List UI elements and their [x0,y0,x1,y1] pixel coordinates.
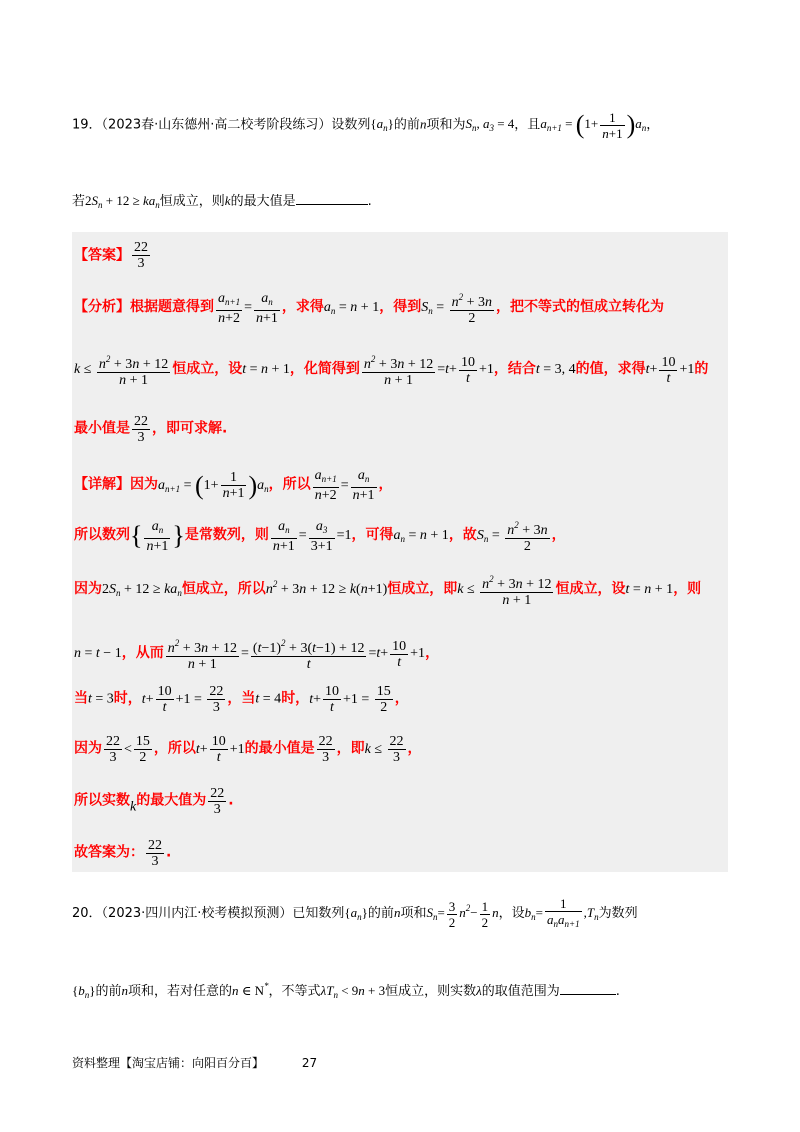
question-number: 19． [72,117,102,133]
question-20-line-2 [72,980,620,1000]
answer-line [74,240,152,271]
detail-line-3 [74,572,701,608]
q19-text: 设数列 [331,117,371,133]
analysis-text: ，求得 [281,299,324,316]
answer-denominator: 3 [137,256,145,271]
footer-source: 资料整理【淘宝店铺：向阳百分百】 [72,1056,265,1070]
detail-line-2 [74,518,566,554]
analysis-text: 的值，求得 [575,361,646,378]
question-source: （2023春·山东德州·高二校考阶段练习） [101,117,332,133]
math-seq: { $\frac{a_n}{n+1}$ } [130,518,185,554]
q20-text: 项和 [400,905,427,921]
detail-text: 恒成立，设 [555,581,626,598]
q19-text: ， [646,117,660,133]
math-ratio: $\frac{a_{n+1}}{n+2}$ = $\frac{a_n}{n+1}$ [218,290,278,326]
detail-text: . [228,792,234,809]
q20-text: . [615,984,620,999]
math-k-bound: k ≤ $\frac{n^2 + 3n + 12}{n + 1}$ [74,354,169,388]
math-k-bound: k ≤ $\frac{n^2 + 3n + 12}{n + 1}$ [457,574,552,608]
math-simplify: $\frac{n^2 + 3n + 12}{n + 1}$ =t+ $\frac{10}{t}$ +1 [363,354,494,388]
q20-text: 为数列 [598,905,638,921]
detail-text: ，从而 [121,645,164,662]
detail-text: 恒成立，即 [387,581,458,598]
math-n: n [393,904,401,920]
q20-text: ，设 [498,905,525,921]
detail-text: 的最小值是 [244,740,315,757]
analysis-text: ，得到 [379,299,422,316]
question-19-line-2 [72,190,372,210]
math-inequality: $2S_n + 12 \ge ka_n$ [102,582,182,599]
detail-line-4 [74,636,439,672]
analysis-label: 【分析】 [74,299,130,316]
analysis-text: 最小值是 [74,420,130,437]
math-lambda: λ [476,983,482,998]
math-22-3: $\frac{22}{3}$ [318,734,333,765]
math-n-def: n = t − 1 [74,646,122,662]
math-sn-a3: $S_n$, $a_3 = 4$ [465,116,515,134]
detail-text: 是常数列，则 [184,527,269,544]
detail-text: ，故 [448,527,477,544]
comma: ， [394,690,409,707]
q20-text: 已知数列 [292,905,345,921]
math-substitution: $\frac{n^2 + 3n + 12}{n + 1}$ = $\frac{(t-1)^2 + 3(t-1) + 12}{t}$ =t+ $\frac{10}{t}$ +1 [167,638,426,672]
question-19-line-1 [72,110,659,141]
math-n: n [121,983,129,998]
analysis-text: 根据题意得到 [130,299,214,316]
detail-text: ，所以 [268,476,311,493]
detail-text: ，所以 [153,740,196,757]
detail-text: 故答案为： [74,844,144,861]
math-t-expr: t+ $\frac{10}{t}$ +1 [195,734,245,765]
analysis-text: 的 [694,361,709,378]
detail-line-5 [74,684,409,715]
detail-text: ，可得 [351,527,394,544]
analysis-text: ，结合 [493,361,536,378]
math-n-in-N: n ∈ N* [232,981,269,998]
math-eval-4: t+ $\frac{10}{t}$ +1 = $\frac{15}{2}$ [309,684,391,715]
math-t-def: t = n + 1 [625,582,674,598]
math-k: k [224,193,231,208]
analysis-line-2 [74,352,708,388]
analysis-line-1 [74,290,664,326]
math-bn-def: $b_n=$ $\frac{1}{a_na_{n+1}}$ $,T_n$ [524,896,599,929]
detail-text: 所以数列 [74,527,130,544]
math-compare: $\frac{22}{3}$ < $\frac{15}{2}$ [106,734,150,765]
analysis-text: ，即可求解. [152,420,228,437]
detail-text: 所以实数 [74,792,130,809]
answer-numerator: 22 [134,240,148,255]
question-20-line-1 [72,896,638,932]
detail-text: 时， [281,690,310,707]
detail-text: 的最大值为 [136,792,207,809]
answer-label: 【答案】 [74,247,130,264]
q19-text: 若 [72,194,86,209]
math-ineq-2: $n^2 + 3n + 12 \ge k(n+1)$ [265,579,388,598]
detail-text: ，则 [673,581,702,598]
detail-label: 【详解】 [74,476,130,493]
question-number: 20． [72,905,102,921]
math-22-3: $\frac{22}{3}$ [210,786,225,817]
math-seq-an: $\{a_n\}$ [344,904,368,922]
q20-text: 的取值范围为 [481,984,560,999]
answer-blank [296,192,368,205]
detail-text: 恒成立，所以 [181,581,266,598]
q20-text: 的前 [367,905,394,921]
analysis-line-3 [74,414,227,445]
math-inequality: $2S_n + 12 \ge ka_n$ [85,193,160,210]
q19-text: ，且 [514,117,541,133]
q20-text: ，不等式 [268,984,321,999]
detail-text: ， [551,527,566,544]
detail-line-6 [74,734,422,765]
detail-text: ， [407,740,422,757]
math-t3: t = 3 [88,691,114,707]
page-footer [72,1054,317,1071]
q19-text: 恒成立，则 [159,194,225,209]
page-number: 27 [301,1056,318,1070]
detail-text: 因为 [74,740,102,757]
math-sn-def: $S_n=$ $\frac{3}{2}$ $n^2-$ $\frac{1}{2}$ n [426,898,499,930]
detail-text: 时， [113,690,142,707]
analysis-text: ，化简得到 [289,361,360,378]
q19-text: 的最大值是 [230,194,296,209]
detail-text: 因为 [74,581,102,598]
math-seq-an: $\{a_n\}$ [370,116,394,134]
math-lambda-ineq: $\lambda T_n < 9n + 3$ [320,983,386,1000]
math-sn: $S_n$ = $\frac{n^2 + 3n}{2}$ [421,292,493,326]
answer-blank [560,982,616,995]
detail-text: ，当 [227,690,256,707]
q19-text: 的前 [393,117,420,133]
math-const: $\frac{a_n}{n+1}$ = $\frac{a_3}{3+1}$ =1 [272,518,352,554]
math-22-3: $\frac{22}{3}$ [148,838,162,869]
detail-text: ， [378,476,393,493]
math-k: k [130,799,137,815]
detail-text: 当 [74,690,88,707]
math-t-values: t = 3, 4 [535,362,576,378]
math-an: $a_n = n + 1$ [323,300,380,317]
detail-text: ，即 [336,740,365,757]
math-ratio: $\frac{a_{n+1}}{n+2}$ = $\frac{a_n}{n+1}$ [314,468,375,503]
analysis-text: 恒成立，设 [172,361,243,378]
q19-text: 项和为 [426,117,466,133]
detail-line-7 [74,786,234,817]
math-an: $a_n = n + 1$ [393,528,449,545]
q20-text: 项和，若对任意的 [128,984,233,999]
answer-value [132,240,150,271]
detail-text: . [166,844,172,861]
q19-text: . [367,194,372,209]
math-sn: $S_n$ = $\frac{n^2 + 3n}{2}$ [476,520,548,554]
math-22-3: $\frac{22}{3}$ [134,414,148,445]
detail-text: 因为 [130,476,158,493]
detail-line-8 [74,838,171,869]
math-t-def: t = n + 1 [242,362,290,378]
math-recurrence: $a_{n+1} = (1+$ $\frac{1}{n+1}$ )$a_n$ [158,470,269,501]
math-n: n [419,116,427,132]
math-recurrence: $a_{n+1} = (1+$ $\frac{1}{n+1}$ )$a_n$ [540,110,647,141]
detail-line-1 [74,468,393,503]
q20-text: 恒成立，则实数 [385,984,477,999]
question-source: （2023·四川内江·校考模拟预测） [101,905,293,921]
math-t-expr: t+ $\frac{10}{t}$ +1 [645,354,695,386]
comma: ， [425,645,440,662]
math-k-max: k ≤ $\frac{22}{3}$ [364,734,404,765]
math-seq-bn: $\{b_n\}$ [72,983,96,1000]
math-eval-3: t+ $\frac{10}{t}$ +1 = $\frac{22}{3}$ [141,684,224,715]
q20-text: 的前 [95,984,122,999]
analysis-text: ，把不等式的恒成立转化为 [496,299,665,316]
math-t4: t = 4 [255,691,282,707]
